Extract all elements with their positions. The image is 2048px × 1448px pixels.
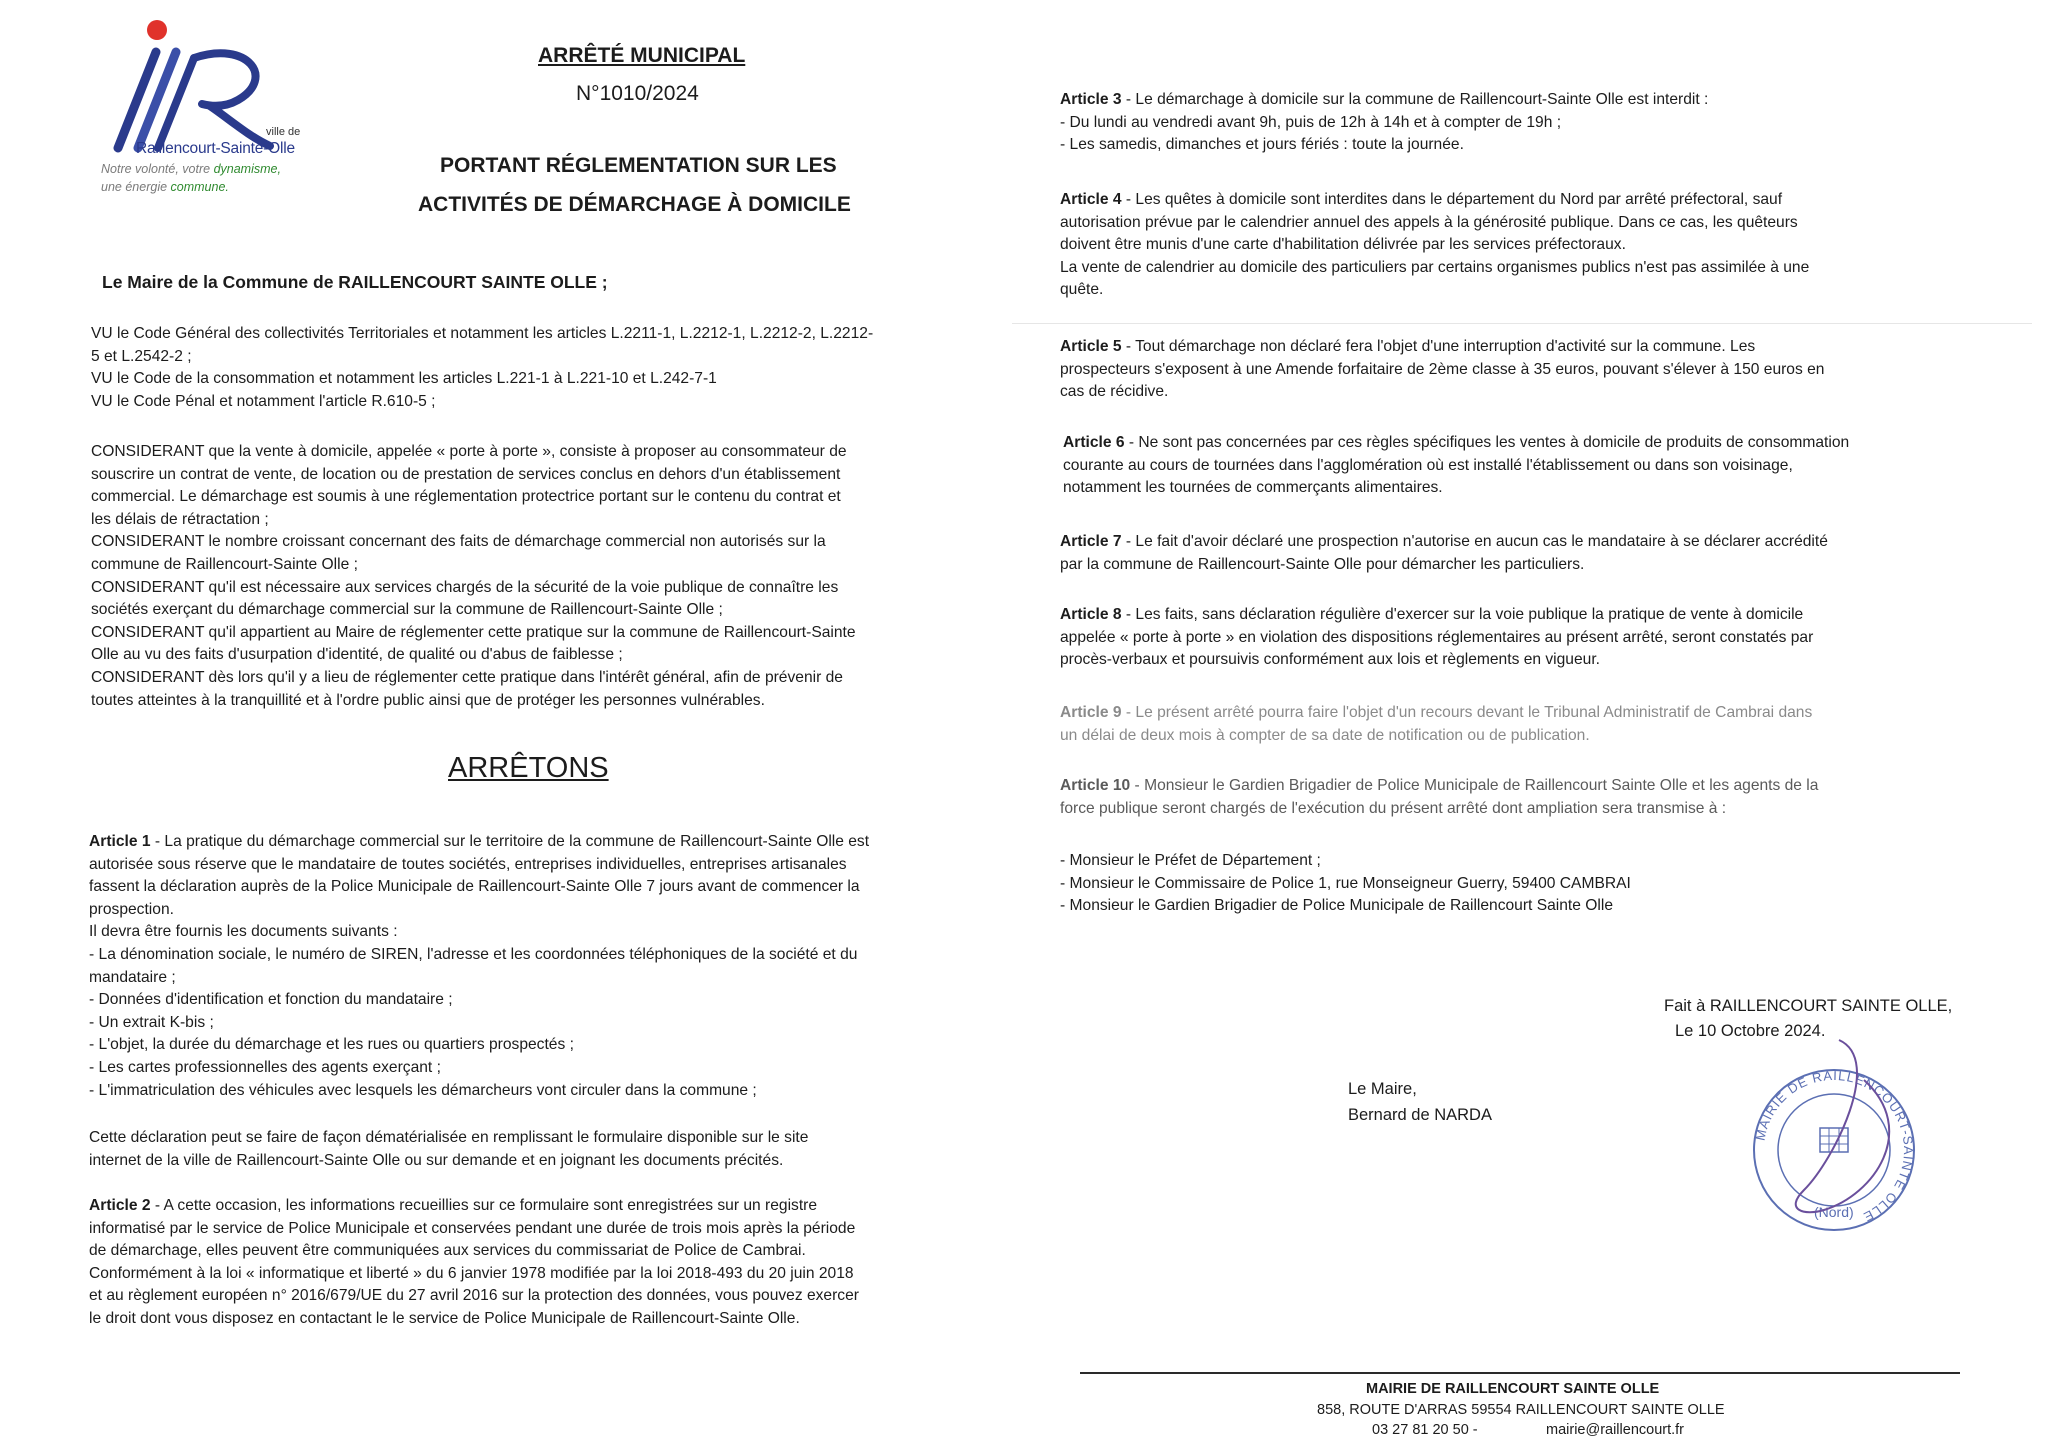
article-label: Article 5 [1060, 338, 1122, 355]
article-label: Article 10 [1060, 777, 1131, 794]
logo-tagline-1 [101, 162, 281, 176]
arretons-heading: ARRÊTONS [448, 752, 609, 784]
article-body: - Le présent arrêté pourra faire l'objet d'un recours devant le Tribunal Administratif de Cambrai dans un délai de deux mois à compter de sa date de notification ou de publication. [1060, 704, 1813, 744]
tagline-part: Notre volonté, votre [101, 162, 214, 176]
tagline-part: une [101, 180, 126, 194]
article-7 [1060, 531, 1828, 576]
article-2 [89, 1195, 859, 1331]
separator [1012, 323, 2032, 324]
article-8 [1060, 604, 1813, 672]
tagline-part: énergie [125, 180, 168, 194]
article-label: Article 1 [89, 833, 151, 850]
document-subtitle-1: PORTANT RÉGLEMENTATION SUR LES [440, 154, 837, 177]
tagline-part: commune. [167, 180, 229, 194]
article-4 [1060, 189, 1809, 302]
signature-name: Bernard de NARDA [1348, 1106, 1492, 1124]
article-body: - Ne sont pas concernées par ces règles spécifiques les ventes à domicile de produits de consommation courante au cours de tournées dans l'agglomération où est installé l'établissement ou dans son voisinage, notamment les tournées de commerçants alimentaires. [1063, 434, 1850, 497]
stamp-region: (Nord) [1814, 1204, 1854, 1220]
logo-ville-de: ville de [266, 126, 301, 138]
article-9 [1060, 702, 1812, 747]
article-label: Article 2 [89, 1197, 151, 1214]
article-label: Article 9 [1060, 704, 1122, 721]
svg-text:MAIRIE DE RAILLENCOURT-SAINTE: MAIRIE DE RAILLENCOURT-SAINTE OLLE [1752, 1067, 1917, 1226]
article-5 [1060, 336, 1824, 404]
article-10 [1060, 775, 1818, 820]
footer-email: mairie@raillencourt.fr [1546, 1422, 1685, 1438]
article-label: Article 6 [1063, 434, 1125, 451]
vu-paragraph: VU le Code Général des collectivités Territoriales et notamment les articles L.2211-1, L.2212-1, L.2212-2, L.2212- 5 et L.2542-2 ; VU le Code de la consommation et notamment les articles L.221-1 à L.221-10 et L.242-7-1 VU le Code Pénal et notamment l'article R.610-5 ; [91, 325, 874, 410]
considerant-paragraph: CONSIDERANT que la vente à domicile, appelée « porte à porte », consiste à proposer au consommateur de souscrire un contrat de vente, de location ou de prestation de services conclus en dehors d'un établissement commercial. Le démarchage est soumis à une réglementation protectrice portant sur le contenu du contrat et les délais de rétractation ; CONSIDERANT le nombre croissant concernant des faits de démarchage commercial non autorisés sur la commune de Raillencourt-Sainte Olle ; CONSIDERANT qu'il est nécessaire aux services chargés de la sécurité de la voie publique de connaître les sociétés exerçant du démarchage commercial sur la commune de Raillencourt-Sainte Olle ; CONSIDERANT qu'il appartient au Maire de réglementer cette pratique sur la commune de Raillencourt-Sainte Olle au vu des faits d'usurpation d'identité, de qualité ou d'abus de faiblesse ; CONSIDERANT dès lors qu'il y a lieu de réglementer cette pratique dans l'intérêt général, afin de prévenir de toutes atteintes à la tranquillité et à l'ordre public ainsi que de protéger les personnes vulnérables. [91, 443, 856, 709]
document-subtitle-2: ACTIVITÉS DE DÉMARCHAGE À DOMICILE [418, 193, 851, 216]
logo-town-name: Raillencourt-Sainte-Olle [136, 140, 295, 157]
article-10-recipients: - Monsieur le Préfet de Département ; - Monsieur le Commissaire de Police 1, rue Monseigneur Guerry, 59400 CAMBRAI - Monsieur le Gardien Brigadier de Police Municipale de Raillencourt Sainte Olle [1060, 852, 1631, 915]
signature-date: Le 10 Octobre 2024. [1675, 1022, 1826, 1040]
signature-scribble [1796, 1040, 1889, 1212]
footer-name: MAIRIE DE RAILLENCOURT SAINTE OLLE [1366, 1381, 1660, 1397]
article-body: - Le démarchage à domicile sur la commune de Raillencourt-Sainte Olle est interdit : - Du lundi au vendredi avant 9h, puis de 12h à 14h et à compter de 19h ; - Les samedis, dimanches et jours fériés : toute la journée. [1060, 91, 1709, 154]
article-body: - Monsieur le Gardien Brigadier de Police Municipale de Raillencourt Sainte Olle et les agents de la force publique seront chargés de l'exécution du présent arrêté dont ampliation sera transmise à : [1060, 777, 1819, 817]
tagline-part: dynamisme, [213, 162, 281, 176]
maire-heading: Le Maire de la Commune de RAILLENCOURT SAINTE OLLE ; [102, 272, 608, 292]
logo-tagline-2 [101, 180, 229, 194]
article-body: - A cette occasion, les informations recueillies sur ce formulaire sont enregistrées sur un registre informatisé par le service de Police Municipale et conservées pendant une durée de trois mois après la période de démarchage, elles peuvent être communiquées aux services du commissariat de Police de Cambrai. Conformément à la loi « informatique et liberté » du 6 janvier 1978 modifiée par la loi 2018-493 du 20 juin 2018 et au règlement européen n° 2016/679/UE du 27 avril 2016 sur la protection des données, vous pouvez exercer le droit dont vous disposez en contactant le le service de Police Municipale de Raillencourt-Sainte Olle. [89, 1197, 859, 1327]
article-3 [1060, 89, 1708, 157]
article-body: - Les faits, sans déclaration régulière d'exercer sur la voie publique la pratique de vente à domicile appelée « porte à porte » en violation des dispositions réglementaires au présent arrêté, seront constatés par procès-verbaux et poursuivis conformément aux lois et règlements en vigueur. [1060, 606, 1814, 669]
article-1 [89, 831, 869, 1102]
article-6 [1063, 432, 1849, 500]
signature-place: Fait à RAILLENCOURT SAINTE OLLE, [1664, 997, 1953, 1015]
footer-address: 858, ROUTE D'ARRAS 59554 RAILLENCOURT SAINTE OLLE [1317, 1402, 1725, 1418]
article-label: Article 4 [1060, 191, 1122, 208]
article-body: - Le fait d'avoir déclaré une prospection n'autorise en aucun cas le mandataire à se déclarer accrédité par la commune de Raillencourt-Sainte Olle pour démarcher les particuliers. [1060, 533, 1828, 573]
document-number: N°1010/2024 [576, 82, 699, 105]
stamp-seal-icon [1744, 1020, 1924, 1240]
article-label: Article 8 [1060, 606, 1122, 623]
footer-phone: 03 27 81 20 50 - [1372, 1422, 1478, 1438]
signature-title: Le Maire, [1348, 1080, 1417, 1098]
article-body: - Tout démarchage non déclaré fera l'objet d'une interruption d'activité sur la commune. Les prospecteurs s'exposent à une Amende forfaitaire de 2ème classe à 35 euros, pouvant s'élever à 150 euros en cas de récidive. [1060, 338, 1825, 401]
document-title: ARRÊTÉ MUNICIPAL [538, 44, 746, 67]
official-stamp [1744, 1020, 1924, 1240]
article-body: - Les quêtes à domicile sont interdites dans le département du Nord par arrêté préfectoral, sauf autorisation prévue par le calendrier annuel des appels à la générosité publique. Dans ce cas, les quêteurs doivent être munis d'une carte d'habilitation délivrée par les services préfectoraux. La vente de calendrier au domicile des particuliers par certains organismes publics n'est pas assimilée à une quête. [1060, 191, 1810, 299]
article-1-declaration: Cette déclaration peut se faire de façon dématérialisée en remplissant le formulaire disponible sur le site internet de la ville de Raillencourt-Sainte Olle ou sur demande et en joignant les documents précités. [89, 1129, 809, 1169]
footer-rule [1080, 1372, 1960, 1374]
article-body: - La pratique du démarchage commercial sur le territoire de la commune de Raillencourt-Sainte Olle est autorisée sous réserve que le mandataire de toutes sociétés, entreprises individuelles, entreprises artisanales fassent la déclaration auprès de la Police Municipale de Raillencourt-Sainte Olle 7 jours avant de commencer la prospection. Il devra être fournis les documents suivants : - La dénomination sociale, le numéro de SIREN, l'adresse et les coordonnées téléphoniques de la société et du mandataire ; - Données d'identification et fonction du mandataire ; - Un extrait K-bis ; - L'objet, la durée du démarchage et les rues ou quartiers prospectés ; - Les cartes professionnelles des agents exerçant ; - L'immatriculation des véhicules avec lesquels les démarcheurs vont circuler dans la commune ; [89, 833, 870, 1099]
article-label: Article 7 [1060, 533, 1122, 550]
article-label: Article 3 [1060, 91, 1122, 108]
